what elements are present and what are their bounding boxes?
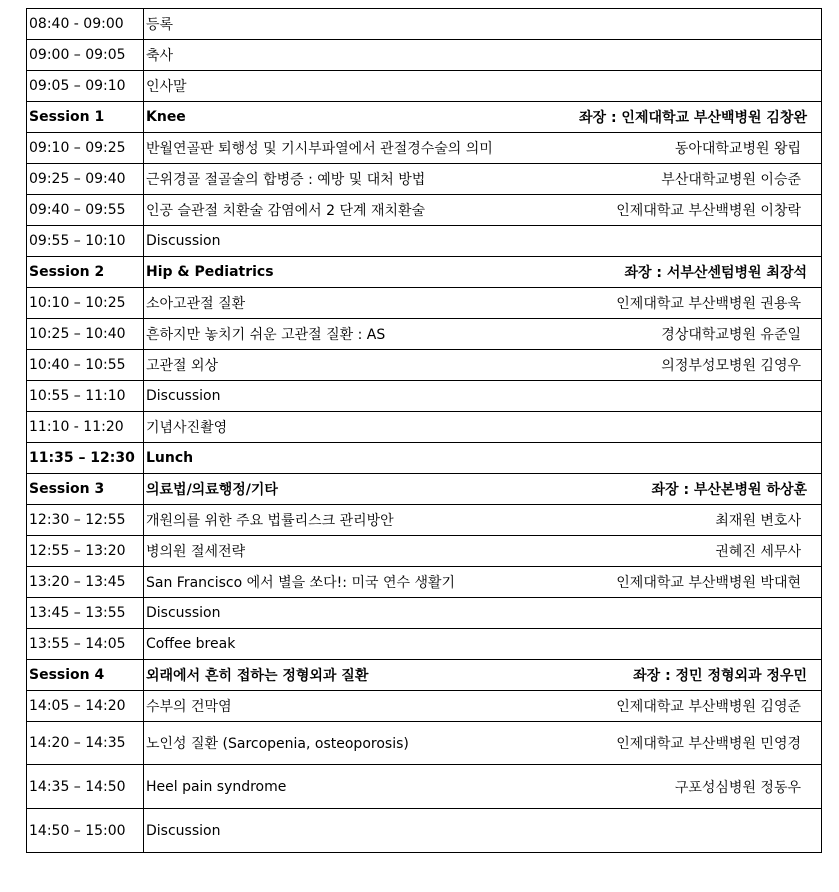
topic-content bbox=[146, 324, 819, 344]
session-title: Knee bbox=[146, 109, 186, 125]
schedule-row bbox=[27, 350, 822, 381]
topic-content bbox=[146, 233, 819, 249]
topic-cell bbox=[144, 809, 822, 853]
time-slot: 09:00 – 09:05 bbox=[27, 40, 144, 71]
time-slot: 09:55 – 10:10 bbox=[27, 226, 144, 257]
topic-content bbox=[146, 605, 819, 621]
topic-content bbox=[146, 777, 819, 797]
topic-cell bbox=[144, 226, 822, 257]
topic-cell bbox=[144, 350, 822, 381]
topic-cell bbox=[144, 722, 822, 765]
time-slot: 14:50 – 15:00 bbox=[27, 809, 144, 853]
time-slot: 11:10 - 11:20 bbox=[27, 412, 144, 443]
topic-content bbox=[146, 45, 819, 65]
talk-title: 소아고관절 질환 bbox=[146, 296, 246, 312]
time-slot: 10:40 – 10:55 bbox=[27, 350, 144, 381]
topic-content bbox=[146, 823, 819, 839]
topic-cell bbox=[144, 598, 822, 629]
topic-cell bbox=[144, 71, 822, 102]
topic-content bbox=[146, 450, 819, 466]
schedule-table bbox=[26, 8, 822, 853]
time-slot: 10:55 – 11:10 bbox=[27, 381, 144, 412]
schedule-row bbox=[27, 164, 822, 195]
talk-title: 병의원 절세전략 bbox=[146, 544, 246, 560]
topic-content bbox=[146, 510, 819, 530]
schedule-row bbox=[27, 809, 822, 853]
time-slot: 13:20 – 13:45 bbox=[27, 567, 144, 598]
schedule-row bbox=[27, 505, 822, 536]
talk-title: Lunch bbox=[146, 450, 194, 466]
schedule-row bbox=[27, 691, 822, 722]
topic-content bbox=[146, 665, 819, 685]
schedule-row bbox=[27, 598, 822, 629]
speaker-name: 경상대학교병원 유준일 bbox=[661, 327, 801, 343]
schedule-row bbox=[27, 288, 822, 319]
topic-content bbox=[146, 293, 819, 313]
speaker-name: 인제대학교 부산백병원 김영준 bbox=[616, 699, 801, 715]
time-slot: 08:40 - 09:00 bbox=[27, 9, 144, 40]
schedule-row bbox=[27, 133, 822, 164]
topic-content bbox=[146, 572, 819, 592]
talk-title: 반월연골판 퇴행성 및 기시부파열에서 관절경수술의 의미 bbox=[146, 141, 493, 157]
time-slot: 13:45 – 13:55 bbox=[27, 598, 144, 629]
talk-title: Heel pain syndrome bbox=[146, 778, 287, 795]
topic-cell bbox=[144, 536, 822, 567]
topic-content bbox=[146, 107, 819, 127]
session-chair: 좌장 : 정민 정형외과 정우민 bbox=[633, 668, 807, 684]
session-title: 외래에서 흔히 접하는 정형외과 질환 bbox=[146, 668, 369, 684]
talk-title: 등록 bbox=[146, 17, 174, 33]
talk-title: 노인성 질환 (Sarcopenia, osteoporosis) bbox=[146, 736, 409, 752]
topic-content bbox=[146, 479, 819, 499]
topic-content bbox=[146, 541, 819, 561]
topic-cell bbox=[144, 691, 822, 722]
time-slot: 09:40 – 09:55 bbox=[27, 195, 144, 226]
topic-content bbox=[146, 200, 819, 220]
session-chair: 좌장 : 부산본병원 하상훈 bbox=[651, 482, 807, 498]
speaker-name: 권혜진 세무사 bbox=[715, 544, 801, 560]
time-slot: 14:05 – 14:20 bbox=[27, 691, 144, 722]
time-slot: 14:20 – 14:35 bbox=[27, 722, 144, 765]
topic-cell bbox=[144, 195, 822, 226]
speaker-name: 의정부성모병원 김영우 bbox=[661, 358, 801, 374]
session-chair: 좌장 : 서부산센텀병원 최장석 bbox=[624, 265, 807, 281]
topic-cell bbox=[144, 164, 822, 195]
topic-cell bbox=[144, 765, 822, 809]
session-label: Session 3 bbox=[27, 474, 144, 505]
topic-cell bbox=[144, 319, 822, 350]
talk-title: 축사 bbox=[146, 48, 174, 64]
talk-title: 개원의를 위한 주요 법률리스크 관리방안 bbox=[146, 513, 394, 529]
time-slot: 11:35 – 12:30 bbox=[27, 443, 144, 474]
topic-cell bbox=[144, 629, 822, 660]
talk-title: 흔하지만 놓치기 쉬운 고관절 질환 : AS bbox=[146, 327, 386, 343]
session-title: Hip & Pediatrics bbox=[146, 264, 274, 280]
session-header-row bbox=[27, 474, 822, 505]
session-header-row bbox=[27, 257, 822, 288]
topic-content bbox=[146, 14, 819, 34]
topic-cell bbox=[144, 133, 822, 164]
topic-cell bbox=[144, 381, 822, 412]
talk-title: Discussion bbox=[146, 822, 221, 839]
topic-content bbox=[146, 696, 819, 716]
schedule-row bbox=[27, 71, 822, 102]
topic-cell bbox=[144, 412, 822, 443]
speaker-name: 최재원 변호사 bbox=[715, 513, 801, 529]
topic-cell bbox=[144, 443, 822, 474]
schedule-row bbox=[27, 226, 822, 257]
topic-content bbox=[146, 138, 819, 158]
schedule-row bbox=[27, 381, 822, 412]
topic-content bbox=[146, 169, 819, 189]
schedule-row bbox=[27, 319, 822, 350]
schedule-row bbox=[27, 443, 822, 474]
time-slot: 12:55 – 13:20 bbox=[27, 536, 144, 567]
time-slot: 13:55 – 14:05 bbox=[27, 629, 144, 660]
talk-title: Discussion bbox=[146, 233, 221, 249]
schedule-row bbox=[27, 195, 822, 226]
schedule-row bbox=[27, 722, 822, 765]
time-slot: 10:10 – 10:25 bbox=[27, 288, 144, 319]
topic-cell bbox=[144, 660, 822, 691]
time-slot: 09:10 – 09:25 bbox=[27, 133, 144, 164]
session-label: Session 4 bbox=[27, 660, 144, 691]
speaker-name: 인제대학교 부산백병원 권용욱 bbox=[616, 296, 801, 312]
session-header-row bbox=[27, 660, 822, 691]
speaker-name: 동아대학교병원 왕립 bbox=[674, 141, 801, 157]
time-slot: 14:35 – 14:50 bbox=[27, 765, 144, 809]
speaker-name: 구포성심병원 정동우 bbox=[674, 779, 801, 796]
speaker-name: 인제대학교 부산백병원 민영경 bbox=[616, 736, 801, 752]
talk-title: 기념사진촬영 bbox=[146, 420, 228, 436]
topic-cell bbox=[144, 257, 822, 288]
talk-title: San Francisco 에서 별을 쏘다!: 미국 연수 생활기 bbox=[146, 575, 456, 591]
talk-title: Discussion bbox=[146, 388, 221, 404]
talk-title: 인사말 bbox=[146, 79, 187, 95]
topic-content bbox=[146, 76, 819, 96]
time-slot: 09:25 – 09:40 bbox=[27, 164, 144, 195]
topic-content bbox=[146, 636, 819, 652]
session-chair: 좌장 : 인제대학교 부산백병원 김창완 bbox=[579, 110, 807, 126]
topic-cell bbox=[144, 40, 822, 71]
talk-title: 인공 슬관절 치환술 감염에서 2 단계 재치환술 bbox=[146, 203, 426, 219]
schedule-row bbox=[27, 536, 822, 567]
session-header-row bbox=[27, 102, 822, 133]
topic-content bbox=[146, 733, 819, 753]
speaker-name: 인제대학교 부산백병원 박대현 bbox=[616, 575, 801, 591]
schedule-row bbox=[27, 40, 822, 71]
session-label: Session 2 bbox=[27, 257, 144, 288]
schedule-row bbox=[27, 567, 822, 598]
schedule-row bbox=[27, 629, 822, 660]
schedule-body bbox=[27, 9, 822, 853]
topic-content bbox=[146, 262, 819, 282]
schedule-row bbox=[27, 9, 822, 40]
talk-title: Discussion bbox=[146, 605, 221, 621]
time-slot: 09:05 – 09:10 bbox=[27, 71, 144, 102]
speaker-name: 인제대학교 부산백병원 이창락 bbox=[616, 203, 801, 219]
talk-title: Coffee break bbox=[146, 636, 236, 652]
schedule-row bbox=[27, 412, 822, 443]
talk-title: 수부의 건막염 bbox=[146, 699, 232, 715]
topic-content bbox=[146, 417, 819, 437]
topic-content bbox=[146, 388, 819, 404]
time-slot: 12:30 – 12:55 bbox=[27, 505, 144, 536]
topic-cell bbox=[144, 505, 822, 536]
talk-title: 근위경골 절골술의 합병증 : 예방 및 대처 방법 bbox=[146, 172, 426, 188]
topic-cell bbox=[144, 567, 822, 598]
time-slot: 10:25 – 10:40 bbox=[27, 319, 144, 350]
session-label: Session 1 bbox=[27, 102, 144, 133]
talk-title: 고관절 외상 bbox=[146, 358, 219, 374]
topic-cell bbox=[144, 474, 822, 505]
topic-cell bbox=[144, 288, 822, 319]
topic-cell bbox=[144, 102, 822, 133]
topic-cell bbox=[144, 9, 822, 40]
speaker-name: 부산대학교병원 이승준 bbox=[661, 172, 801, 188]
schedule-row bbox=[27, 765, 822, 809]
topic-content bbox=[146, 355, 819, 375]
session-title: 의료법/의료행정/기타 bbox=[146, 482, 278, 498]
